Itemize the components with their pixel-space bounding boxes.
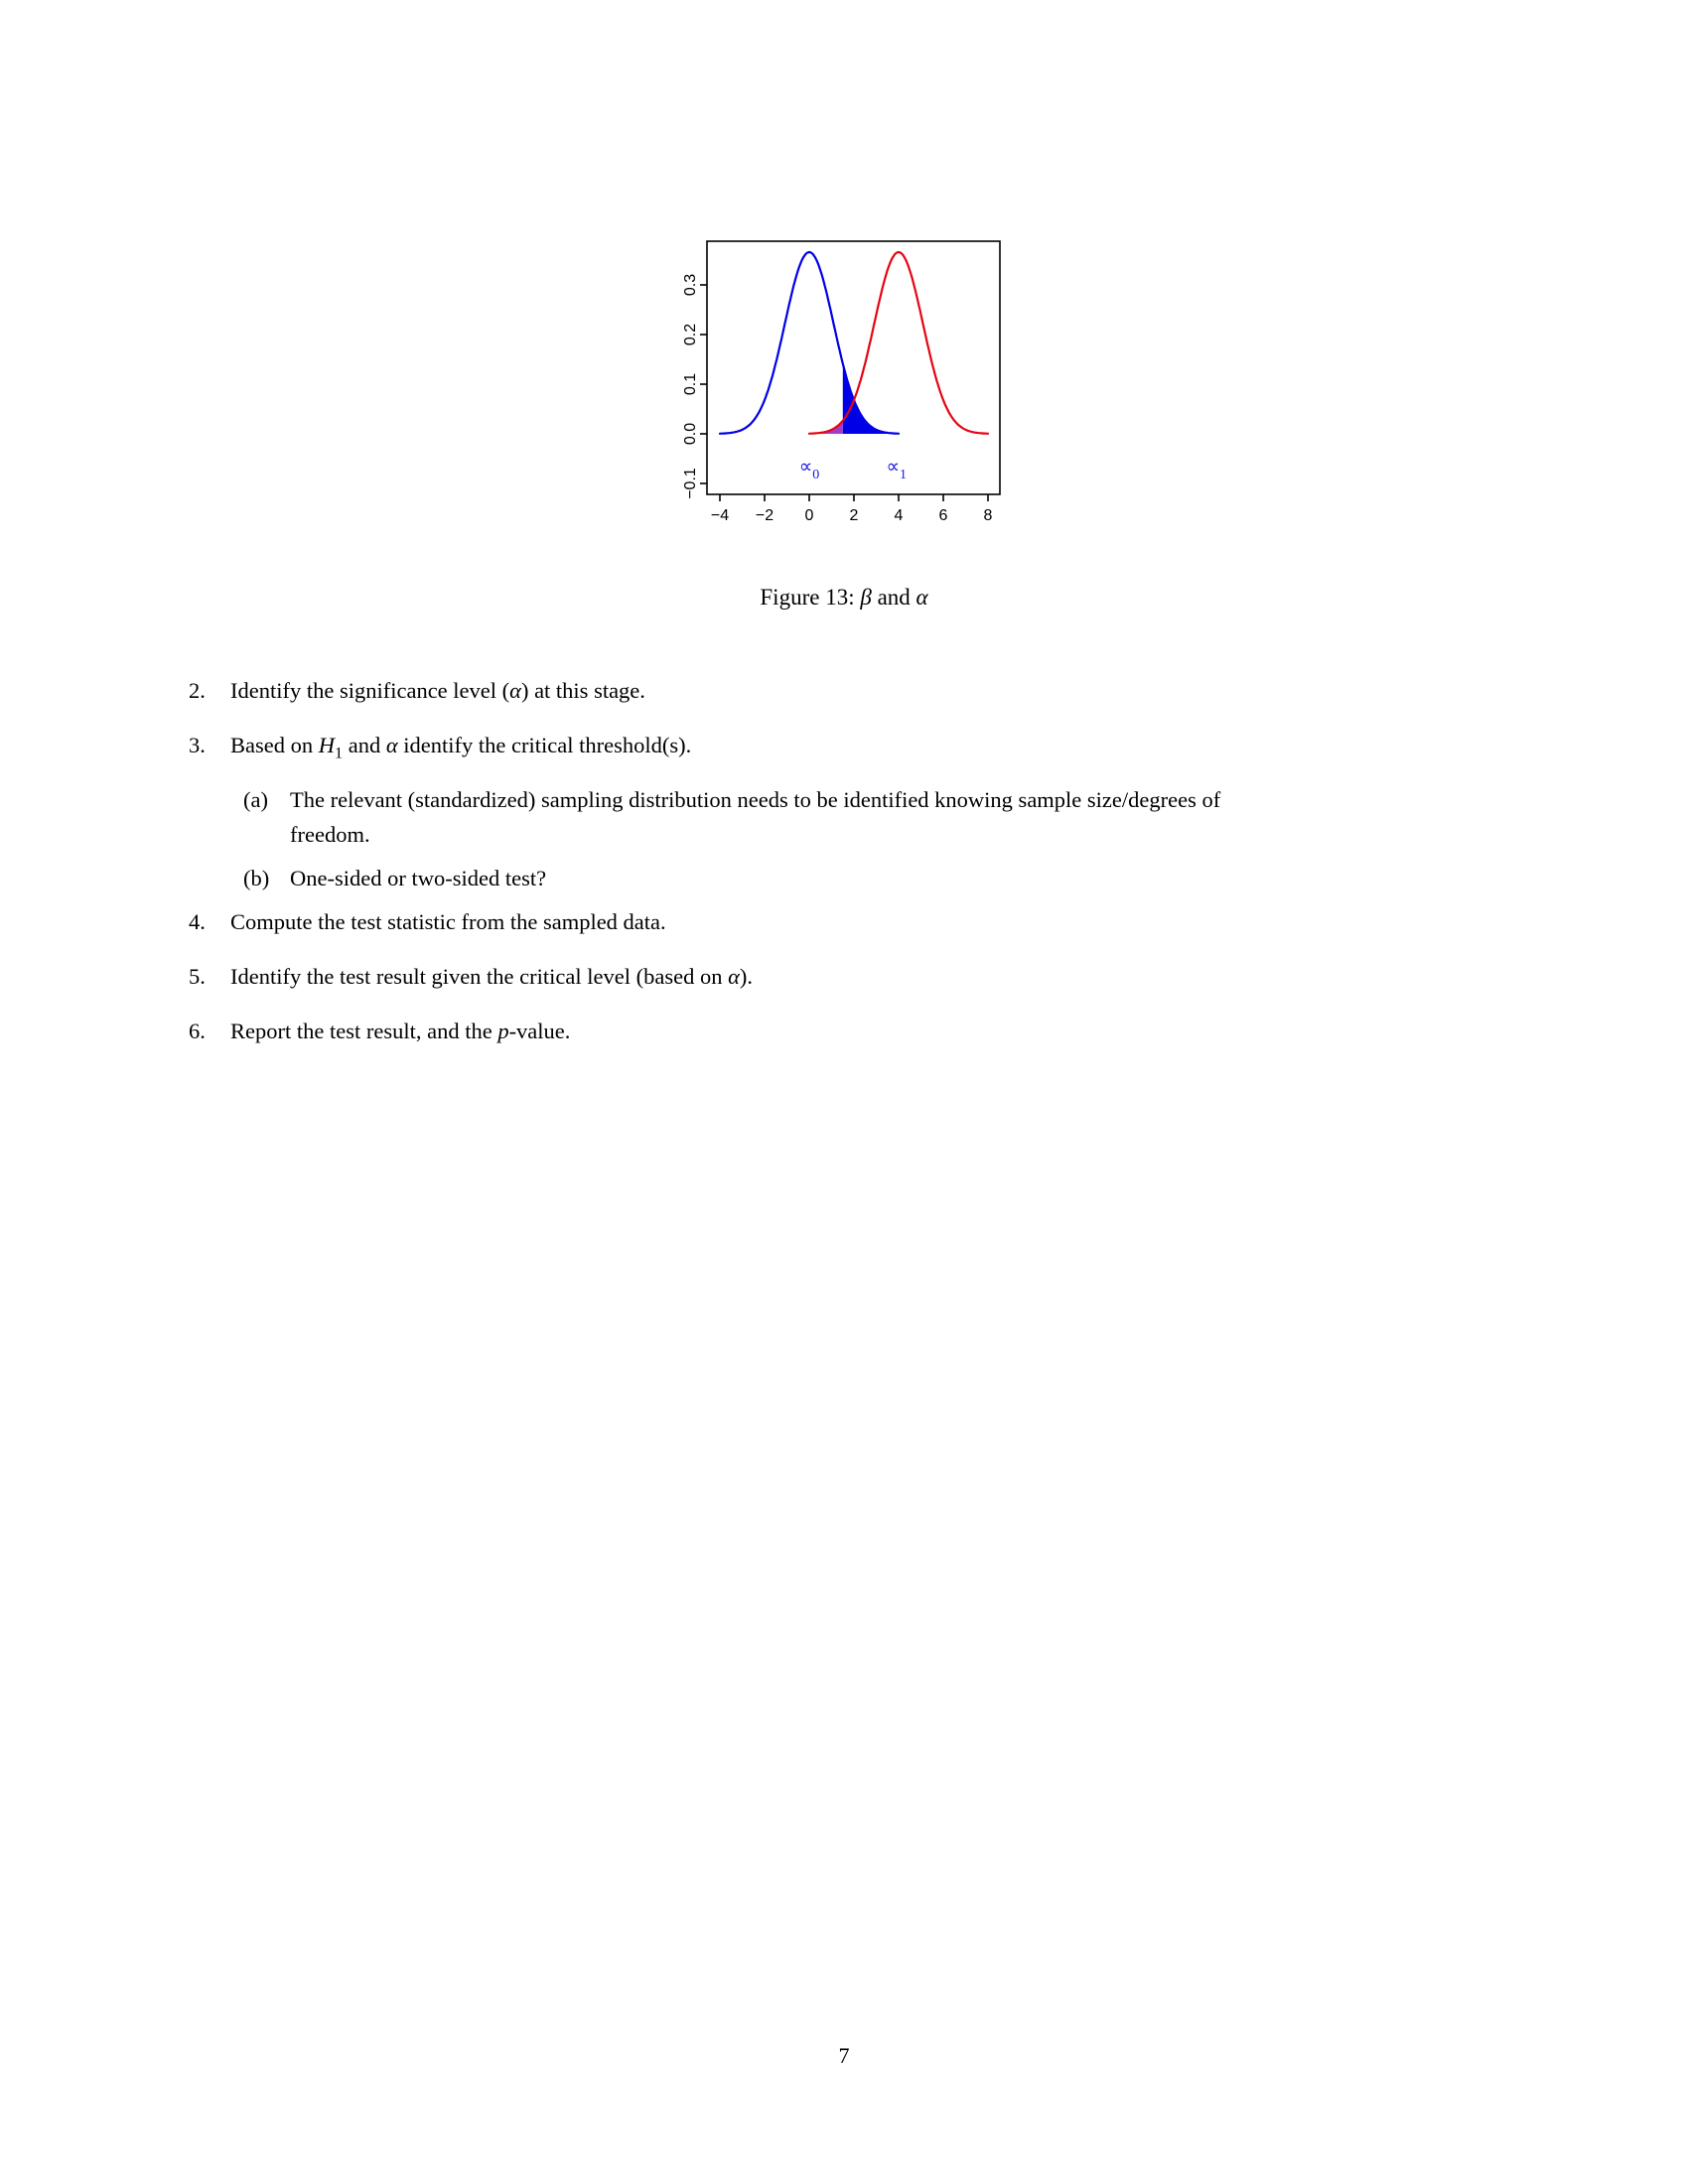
- list-item-text: [290, 787, 1220, 847]
- text-run: α: [385, 733, 398, 757]
- x-tick-label: −4: [710, 507, 730, 524]
- y-tick-label: 0.3: [682, 273, 699, 297]
- y-tick-label: 0.0: [682, 422, 699, 446]
- x-tick-label: 4: [894, 507, 904, 524]
- list-marker: 6.: [189, 1019, 206, 1043]
- text-run: freedom.: [290, 822, 370, 847]
- text-run: H: [318, 733, 335, 757]
- text-run: Report the test result, and the: [230, 1019, 498, 1043]
- list-item: [189, 673, 1511, 708]
- text-run: identify the critical threshold(s).: [397, 733, 692, 757]
- text-run: Identify the test result given the critical level (based on: [230, 964, 729, 989]
- text-run: Identify the significance level (: [230, 678, 510, 703]
- list-item-text: [290, 866, 546, 890]
- text-run: β: [860, 585, 872, 610]
- x-tick-label: 2: [849, 507, 859, 524]
- text-run: Compute the test statistic from the sampled data.: [230, 909, 666, 934]
- list-item-text: [230, 733, 692, 762]
- list-item-text: [230, 964, 753, 989]
- text-run: 1: [335, 744, 344, 762]
- list-item: [189, 959, 1511, 994]
- figure-13: [596, 199, 1053, 556]
- null-distribution-curve: [720, 252, 899, 434]
- text-run: p: [497, 1019, 509, 1043]
- list-marker: (a): [243, 787, 268, 812]
- y-tick-label: −0.1: [682, 468, 699, 499]
- list-item: [189, 861, 1511, 895]
- text-run: Figure 13:: [760, 585, 861, 610]
- y-tick-label: 0.1: [682, 372, 699, 396]
- list-marker: 4.: [189, 909, 206, 934]
- x-tick-label: 0: [804, 507, 814, 524]
- list-marker: 5.: [189, 964, 206, 989]
- list-marker: 3.: [189, 733, 206, 757]
- list-item: [189, 782, 1511, 852]
- list-marker: 2.: [189, 678, 206, 703]
- page-number: 7: [838, 2043, 850, 2068]
- text-run: ) at this stage.: [520, 678, 645, 703]
- text-run: Based on: [230, 733, 319, 757]
- figure-plot: [596, 199, 1053, 556]
- mu-label: $\propto_1$: [886, 457, 908, 482]
- text-run: -value.: [508, 1019, 571, 1043]
- alternative-distribution-curve: [809, 252, 988, 434]
- x-tick-label: 6: [938, 507, 948, 524]
- list-item-text: [230, 909, 666, 934]
- text-run: α: [915, 585, 928, 610]
- list-item: [189, 1014, 1511, 1048]
- list-item: [189, 904, 1511, 939]
- list-item: [189, 728, 1511, 762]
- text-run: and: [871, 585, 916, 610]
- text-run: α: [509, 678, 521, 703]
- y-tick-label: 0.2: [682, 323, 699, 346]
- x-tick-label: 8: [983, 507, 993, 524]
- text-run: The relevant (standardized) sampling distribution needs to be identified knowing sample size/degrees of: [290, 787, 1221, 812]
- figure-caption: [0, 585, 1688, 611]
- text-run: One-sided or two-sided test?: [290, 866, 547, 890]
- x-tick-label: −2: [755, 507, 774, 524]
- text-run: and: [343, 733, 386, 757]
- list-item-text: [230, 678, 645, 703]
- list-item-text: [230, 1019, 570, 1043]
- alpha-region-fill: [843, 363, 899, 434]
- text-run: α: [728, 964, 740, 989]
- text-run: ).: [739, 964, 754, 989]
- exercise-list: [189, 673, 1511, 1068]
- plot-box: [707, 241, 1000, 494]
- list-marker: (b): [243, 866, 270, 890]
- mu-label: $\propto_0$: [798, 457, 820, 482]
